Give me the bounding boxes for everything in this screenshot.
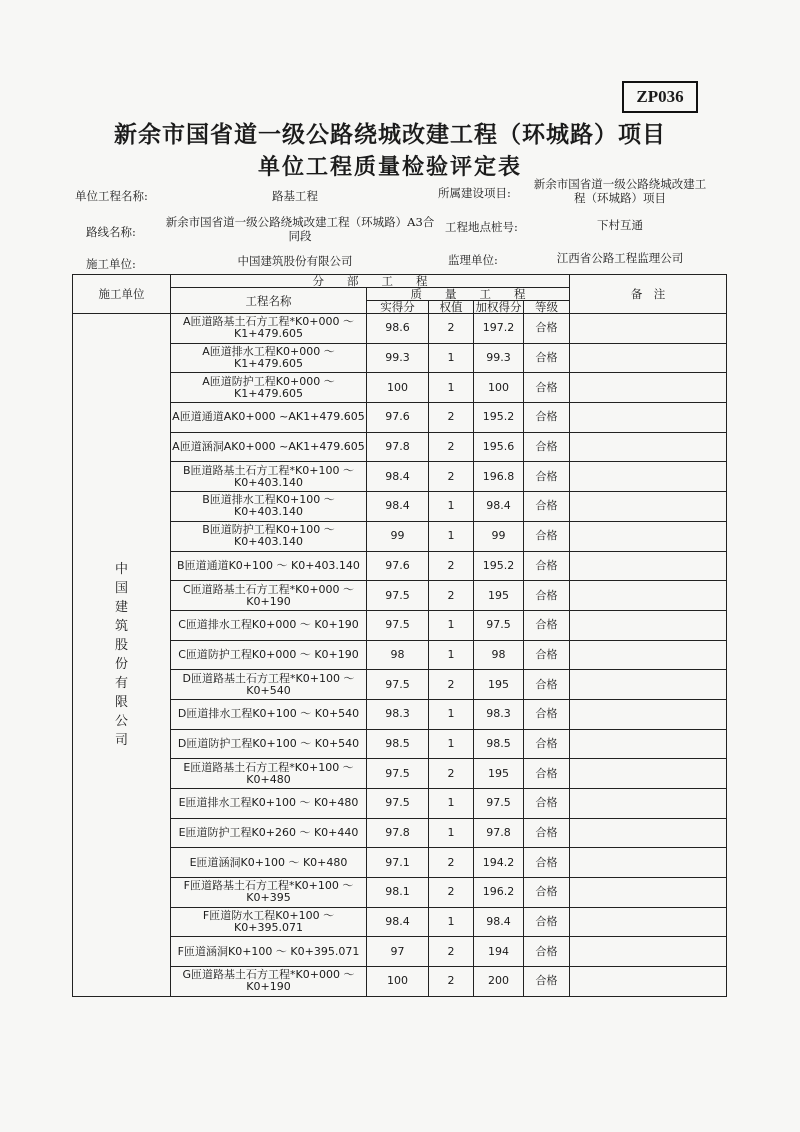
remarks-cell (570, 610, 727, 640)
score-cell: 97 (367, 937, 429, 967)
project-name-cell: F匝道路基土石方工程*K0+100 ～K0+395 (171, 878, 367, 908)
project-name-cell: D匝道路基土石方工程*K0+100 ～K0+540 (171, 670, 367, 700)
measured-score-header: 实得分 (367, 301, 429, 314)
weighted-score-cell: 98 (474, 640, 524, 670)
belong-project-value: 新余市国省道一级公路绕城改建工程（环城路）项目 (533, 177, 707, 205)
weighted-score-cell: 195.6 (474, 432, 524, 462)
table-row (73, 492, 727, 522)
table-row (73, 907, 727, 937)
remarks-cell (570, 373, 727, 403)
project-name-cell: B匝道路基土石方工程*K0+100 ～K0+403.140 (171, 462, 367, 492)
remarks-cell (570, 907, 727, 937)
weighted-score-cell: 98.4 (474, 492, 524, 522)
table-row (73, 848, 727, 878)
remarks-header: 备 注 (570, 275, 727, 314)
score-cell: 97.6 (367, 403, 429, 433)
table-row (73, 462, 727, 492)
table-row (73, 610, 727, 640)
weight-cell: 2 (429, 314, 474, 344)
weighted-score-cell: 98.5 (474, 729, 524, 759)
table-row (73, 403, 727, 433)
grade-header: 等级 (524, 301, 570, 314)
project-name-cell: B匝道通道K0+100 ～ K0+403.140 (171, 551, 367, 581)
form-code: ZP036 (622, 81, 698, 113)
project-name-cell: E匝道涵洞K0+100 ～ K0+480 (171, 848, 367, 878)
grade-cell: 合格 (524, 521, 570, 551)
remarks-cell (570, 640, 727, 670)
unit-project-label: 单位工程名称: (75, 189, 148, 203)
project-name-cell: D匝道排水工程K0+100 ～ K0+540 (171, 699, 367, 729)
weight-cell: 2 (429, 759, 474, 789)
grade-cell: 合格 (524, 432, 570, 462)
table-row (73, 551, 727, 581)
project-name-cell: A匝道路基土石方工程*K0+000 ～K1+479.605 (171, 314, 367, 344)
weight-cell: 1 (429, 373, 474, 403)
weight-cell: 2 (429, 848, 474, 878)
score-cell: 98.4 (367, 907, 429, 937)
constructor-value: 中国建筑股份有限公司 (237, 254, 353, 268)
score-cell: 98.4 (367, 492, 429, 522)
project-name-cell: F匝道防水工程K0+100 ～K0+395.071 (171, 907, 367, 937)
grade-cell: 合格 (524, 729, 570, 759)
supervisor-value: 江西省公路工程监理公司 (556, 251, 684, 265)
remarks-cell (570, 343, 727, 373)
project-name-cell: E匝道排水工程K0+100 ～ K0+480 (171, 789, 367, 819)
remarks-cell (570, 729, 727, 759)
construction-unit-header: 施工单位 (73, 275, 171, 314)
remarks-cell (570, 521, 727, 551)
table-row (73, 670, 727, 700)
weight-cell: 1 (429, 789, 474, 819)
remarks-cell (570, 581, 727, 611)
grade-cell: 合格 (524, 670, 570, 700)
project-name-cell: B匝道排水工程K0+100 ～K0+403.140 (171, 492, 367, 522)
weight-cell: 2 (429, 878, 474, 908)
table-row (73, 521, 727, 551)
grade-cell: 合格 (524, 789, 570, 819)
project-name-cell: D匝道防护工程K0+100 ～ K0+540 (171, 729, 367, 759)
score-cell: 97.5 (367, 610, 429, 640)
table-row (73, 789, 727, 819)
weight-cell: 2 (429, 581, 474, 611)
table-row (73, 373, 727, 403)
table-row (73, 759, 727, 789)
remarks-cell (570, 670, 727, 700)
weight-cell: 2 (429, 551, 474, 581)
remarks-cell (570, 937, 727, 967)
weighted-score-cell: 196.2 (474, 878, 524, 908)
quality-table (72, 274, 727, 997)
project-name-cell: A匝道通道AK0+000 ~AK1+479.605 (171, 403, 367, 433)
remarks-cell (570, 848, 727, 878)
weighted-score-cell: 100 (474, 373, 524, 403)
score-cell: 98 (367, 640, 429, 670)
weighted-score-cell: 195.2 (474, 403, 524, 433)
weight-cell: 1 (429, 492, 474, 522)
remarks-cell (570, 789, 727, 819)
belong-project-label: 所属建设项目: (438, 186, 511, 200)
route-value: 新余市国省道一级公路绕城改建工程（环城路）A3合同段 (165, 215, 435, 243)
grade-cell: 合格 (524, 937, 570, 967)
table-row (73, 729, 727, 759)
weight-cell: 2 (429, 967, 474, 997)
grade-cell: 合格 (524, 759, 570, 789)
score-cell: 98.3 (367, 699, 429, 729)
remarks-cell (570, 551, 727, 581)
project-name-cell: B匝道防护工程K0+100 ～K0+403.140 (171, 521, 367, 551)
remarks-cell (570, 759, 727, 789)
location-label: 工程地点桩号: (445, 220, 518, 234)
table-row (73, 699, 727, 729)
score-cell: 98.4 (367, 462, 429, 492)
grade-cell: 合格 (524, 640, 570, 670)
score-cell: 98.1 (367, 878, 429, 908)
weight-cell: 1 (429, 699, 474, 729)
supervisor-label: 监理单位: (448, 253, 498, 267)
construction-unit-value: 中国建筑股份有限公司 (114, 561, 128, 748)
weight-cell: 1 (429, 640, 474, 670)
score-cell: 99 (367, 521, 429, 551)
weight-cell: 1 (429, 907, 474, 937)
score-cell: 100 (367, 967, 429, 997)
grade-cell: 合格 (524, 403, 570, 433)
weighted-score-header: 加权得分 (475, 300, 522, 314)
remarks-cell (570, 967, 727, 997)
weighted-score-cell: 197.2 (474, 314, 524, 344)
weighted-score-cell: 195 (474, 759, 524, 789)
weighted-score-cell: 194 (474, 937, 524, 967)
weighted-score-cell: 200 (474, 967, 524, 997)
score-cell: 98.6 (367, 314, 429, 344)
weight-cell: 2 (429, 462, 474, 492)
project-name-cell: A匝道防护工程K0+000 ～K1+479.605 (171, 373, 367, 403)
weighted-score-cell: 99 (474, 521, 524, 551)
remarks-cell (570, 878, 727, 908)
grade-cell: 合格 (524, 967, 570, 997)
project-name-cell: A匝道排水工程K0+000 ～K1+479.605 (171, 343, 367, 373)
project-name-cell: C匝道路基土石方工程*K0+000 ～K0+190 (171, 581, 367, 611)
weight-cell: 1 (429, 610, 474, 640)
project-name-cell: E匝道路基土石方工程*K0+100 ～K0+480 (171, 759, 367, 789)
project-name-header: 工程名称 (171, 288, 367, 314)
table-row (73, 343, 727, 373)
weighted-score-cell: 97.5 (474, 789, 524, 819)
weighted-score-cell: 97.5 (474, 610, 524, 640)
grade-cell: 合格 (524, 314, 570, 344)
score-cell: 100 (367, 373, 429, 403)
grade-cell: 合格 (524, 581, 570, 611)
table-row (73, 581, 727, 611)
score-cell: 97.8 (367, 818, 429, 848)
weight-cell: 1 (429, 818, 474, 848)
remarks-cell (570, 462, 727, 492)
table-row (73, 640, 727, 670)
weighted-score-cell: 195 (474, 581, 524, 611)
grade-cell: 合格 (524, 610, 570, 640)
project-name-cell: F匝道涵洞K0+100 ～ K0+395.071 (171, 937, 367, 967)
remarks-cell (570, 818, 727, 848)
grade-cell: 合格 (524, 492, 570, 522)
weight-cell: 1 (429, 343, 474, 373)
construction-unit-cell (73, 314, 171, 997)
weight-cell: 1 (429, 729, 474, 759)
title-project: 新余市国省道一级公路绕城改建工程（环城路）项目 (114, 122, 666, 148)
weight-header: 权值 (429, 301, 474, 314)
weighted-score-cell: 195 (474, 670, 524, 700)
score-cell: 97.5 (367, 581, 429, 611)
table-row (73, 314, 727, 344)
score-cell: 97.5 (367, 789, 429, 819)
weighted-score-cell: 98.4 (474, 907, 524, 937)
grade-cell: 合格 (524, 343, 570, 373)
weighted-score-cell: 196.8 (474, 462, 524, 492)
quality-header: 质 量 工 程 (367, 288, 570, 301)
title-form: 单位工程质量检验评定表 (257, 155, 522, 180)
score-cell: 97.5 (367, 670, 429, 700)
weighted-score-cell: 98.3 (474, 699, 524, 729)
grade-cell: 合格 (524, 848, 570, 878)
weight-cell: 2 (429, 403, 474, 433)
score-cell: 97.8 (367, 432, 429, 462)
table-row (73, 878, 727, 908)
remarks-cell (570, 432, 727, 462)
weight-cell: 2 (429, 937, 474, 967)
remarks-cell (570, 403, 727, 433)
remarks-cell (570, 314, 727, 344)
grade-cell: 合格 (524, 551, 570, 581)
route-label: 路线名称: (86, 225, 136, 239)
score-cell: 97.6 (367, 551, 429, 581)
project-name-cell: C匝道排水工程K0+000 ～ K0+190 (171, 610, 367, 640)
grade-cell: 合格 (524, 818, 570, 848)
grade-cell: 合格 (524, 462, 570, 492)
table-row (73, 937, 727, 967)
project-name-cell: A匝道涵洞AK0+000 ~AK1+479.605 (171, 432, 367, 462)
weighted-score-cell: 195.2 (474, 551, 524, 581)
weighted-score-cell: 97.8 (474, 818, 524, 848)
score-cell: 98.5 (367, 729, 429, 759)
score-cell: 97.5 (367, 759, 429, 789)
remarks-cell (570, 492, 727, 522)
score-cell: 99.3 (367, 343, 429, 373)
grade-cell: 合格 (524, 699, 570, 729)
table-row (73, 432, 727, 462)
grade-cell: 合格 (524, 907, 570, 937)
unit-project-value: 路基工程 (272, 189, 318, 203)
table-row (73, 818, 727, 848)
weight-cell: 1 (429, 521, 474, 551)
score-cell: 97.1 (367, 848, 429, 878)
weight-cell: 2 (429, 432, 474, 462)
grade-cell: 合格 (524, 373, 570, 403)
weighted-score-cell: 194.2 (474, 848, 524, 878)
weight-cell: 2 (429, 670, 474, 700)
remarks-cell (570, 699, 727, 729)
sub-project-header: 分 部 工 程 (171, 275, 570, 288)
constructor-label: 施工单位: (86, 257, 136, 271)
grade-cell: 合格 (524, 878, 570, 908)
table-row (73, 967, 727, 997)
project-name-cell: E匝道防护工程K0+260 ～ K0+440 (171, 818, 367, 848)
weighted-score-cell: 99.3 (474, 343, 524, 373)
location-value: 下村互通 (597, 218, 643, 232)
project-name-cell: G匝道路基土石方工程*K0+000 ～K0+190 (171, 967, 367, 997)
project-name-cell: C匝道防护工程K0+000 ～ K0+190 (171, 640, 367, 670)
